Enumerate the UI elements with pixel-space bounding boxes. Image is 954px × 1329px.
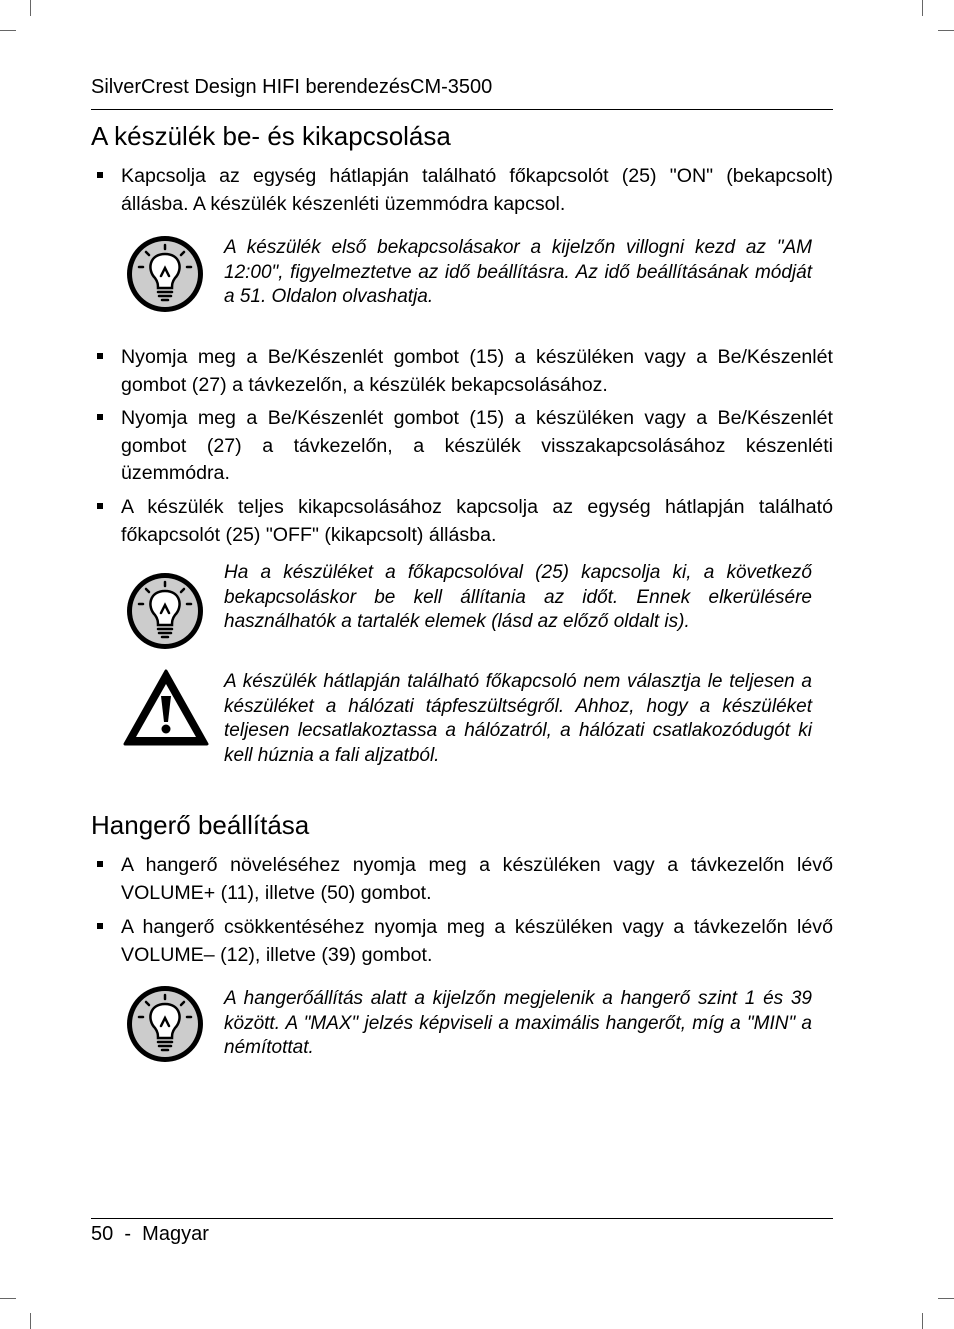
- footer-language: Magyar: [142, 1223, 209, 1245]
- page-footer: [91, 1223, 209, 1246]
- list-item-text: Kapcsolja az egység hátlapján található főkapcsolót (25) "ON" (bekapcsolt) állásba. A készülék készenléti üzemmódra kapcsol.: [121, 165, 833, 215]
- crop-mark: [922, 1313, 923, 1329]
- list-item: [97, 405, 833, 488]
- crop-mark: [30, 0, 31, 16]
- crop-mark: [0, 30, 16, 31]
- list-item: [97, 494, 833, 549]
- lightbulb-tip-icon: [124, 984, 206, 1064]
- footer-separator: -: [124, 1223, 132, 1245]
- document-header-title: SilverCrest Design HIFI berendezésCM-3500: [91, 76, 493, 98]
- bullet-square: [97, 353, 103, 359]
- list-item-text: A hangerő növeléséhez nyomja meg a készüléken vagy a távkezelőn lévő VOLUME+ (11), illetve (50) gombot.: [121, 854, 833, 904]
- list-item-text: A hangerő csökkentéséhez nyomja meg a készüléken vagy a távkezelőn lévő VOLUME– (12), illetve (39) gombot.: [121, 916, 833, 966]
- bullet-square: [97, 172, 103, 178]
- list-item: [97, 344, 833, 399]
- tip-note: Ha a készüléket a főkapcsolóval (25) kapcsolja ki, a következő bekapcsoláskor be kell állítania az időt. Ennek elkerülésére használhatók a tartalék elemek (lásd az előző oldalt is).: [224, 562, 812, 632]
- crop-mark: [938, 30, 954, 31]
- section-heading-power: A készülék be- és kikapcsolása: [91, 121, 451, 151]
- list-item-text: Nyomja meg a Be/Készenlét gombot (15) a készüléken vagy a Be/Készenlét gombot (27) a távkezelőn, a készülék visszakapcsolásához készenléti üzemmódra.: [121, 407, 833, 484]
- list-item: [97, 914, 833, 969]
- bullet-square: [97, 861, 103, 867]
- crop-mark: [938, 1298, 954, 1299]
- crop-mark: [30, 1313, 31, 1329]
- header-rule: [91, 109, 833, 110]
- tip-note: A hangerőállítás alatt a kijelzőn megjelenik a hangerő szint 1 és 39 között. A "MAX" jelzés képviseli a maximális hangerőt, míg a "MIN" a némítottat.: [224, 988, 812, 1058]
- section-heading-volume: Hangerő beállítása: [91, 810, 310, 840]
- crop-mark: [0, 1298, 16, 1299]
- list-item-text: A készülék teljes kikapcsolásához kapcsolja az egység hátlapján található főkapcsolót (25) "OFF" (kikapcsolt) állásba.: [121, 496, 833, 546]
- footer-rule: [91, 1218, 833, 1219]
- list-item-text: Nyomja meg a Be/Készenlét gombot (15) a készüléken vagy a Be/Készenlét gombot (27) a távkezelőn, a készülék bekapcsolásához.: [121, 346, 833, 396]
- bullet-square: [97, 503, 103, 509]
- warning-note: A készülék hátlapján található főkapcsoló nem választja le teljesen a készüléket a hálózati tápfeszültségről. Ahhoz, hogy a készüléket teljesen lecsatlakoztassa a hálózatról, a hálózati csatlakozódugót ki kell húznia a fali aljzatból.: [224, 671, 812, 766]
- bullet-square: [97, 414, 103, 420]
- lightbulb-tip-icon: [124, 571, 206, 651]
- crop-mark: [922, 0, 923, 16]
- warning-triangle-icon: [122, 668, 210, 748]
- bullet-square: [97, 923, 103, 929]
- list-item: [97, 852, 833, 907]
- tip-note: A készülék első bekapcsolásakor a kijelzőn villogni kezd az "AM 12:00", figyelmeztetve az idő beállításra. Az idő beállításának módját a 51. Oldalon olvashatja.: [224, 237, 812, 307]
- lightbulb-tip-icon: [124, 234, 206, 314]
- list-item: [97, 163, 833, 218]
- page-number: 50: [91, 1223, 114, 1245]
